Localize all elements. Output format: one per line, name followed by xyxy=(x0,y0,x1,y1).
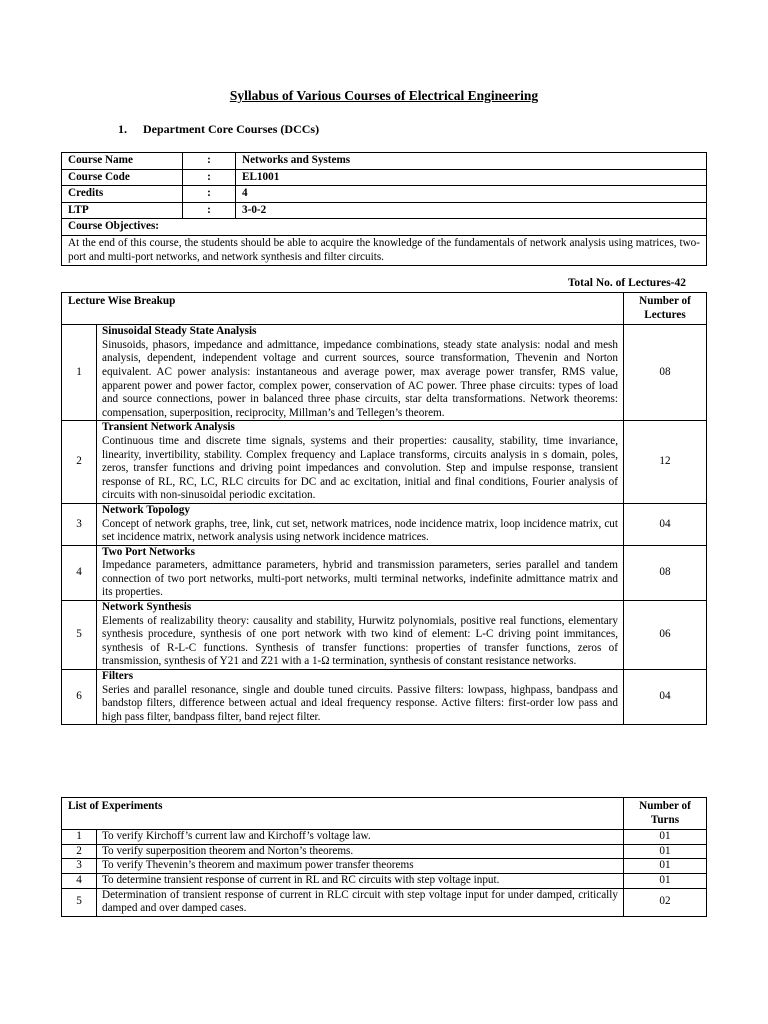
lecture-index: 4 xyxy=(62,545,97,600)
lecture-topic xyxy=(97,670,624,725)
lecture-row xyxy=(62,545,707,600)
info-key: LTP xyxy=(62,202,183,219)
topic-title: Network Synthesis xyxy=(102,601,192,614)
section-number: 1. xyxy=(118,122,127,136)
section-label: Department Core Courses (DCCs) xyxy=(143,122,320,136)
experiment-turns: 01 xyxy=(624,859,707,874)
experiment-row xyxy=(62,873,707,888)
topic-title: Two Port Networks xyxy=(102,545,196,558)
course-info-row xyxy=(62,202,707,219)
lecture-count: 04 xyxy=(624,670,707,725)
lecture-topic xyxy=(97,421,624,504)
lecture-topic xyxy=(97,545,624,600)
total-lectures: Total No. of Lectures-42 xyxy=(567,277,686,289)
experiment-turns: 01 xyxy=(624,844,707,859)
topic-body: Series and parallel resonance, single and double tuned circuits. Passive filters: lowpass, highpass, bandpass and bandstop filters, difference between actual and ideal frequency response. Active filters: first-order low pass and high pass filter, bandpass filter, band reject filter. xyxy=(102,683,618,723)
experiment-row xyxy=(62,859,707,874)
experiments-header-left: List of Experiments xyxy=(62,798,624,830)
lecture-row xyxy=(62,670,707,725)
lecture-row xyxy=(62,601,707,670)
experiment-index: 3 xyxy=(62,859,97,874)
experiment-index: 1 xyxy=(62,830,97,845)
info-value: Networks and Systems xyxy=(236,153,707,170)
course-info-row xyxy=(62,169,707,186)
lecture-count: 04 xyxy=(624,503,707,545)
objectives-heading-row xyxy=(62,219,707,236)
experiment-turns: 01 xyxy=(624,830,707,845)
objectives-text: At the end of this course, the students should be able to acquire the knowledge of the fundamentals of network analysis using matrices, two-port and multi-port networks, and network synthesis and filter circuits. xyxy=(62,235,707,265)
section-heading xyxy=(118,122,319,137)
experiment-text: To verify superposition theorem and Norton’s theorems. xyxy=(97,844,624,859)
experiment-text: To verify Thevenin’s theorem and maximum power transfer theorems xyxy=(97,859,624,874)
lecture-breakup-table xyxy=(61,292,707,725)
objectives-heading: Course Objectives: xyxy=(62,219,707,236)
topic-body: Sinusoids, phasors, impedance and admittance, impedance combinations, steady state analysis: nodal and mesh analysis, dependent, independent voltage and current sources, source transformation, Thevenin and Norton equivalent. AC power analysis: instantaneous and average power, max average power transfer, RMS value, apparent power and power factor, complex power, conservation of AC power. Three phase circuits: types of load and source connections, power in balanced three phase circuits, star delta transformations. Network theorems: compensation, superposition, reciprocity, Millman’s and Tellegen’s theorem. xyxy=(102,338,618,419)
lecture-header-row xyxy=(62,293,707,325)
topic-title: Filters xyxy=(102,670,134,683)
lecture-topic xyxy=(97,601,624,670)
experiment-text: To verify Kirchoff’s current law and Kirchoff’s voltage law. xyxy=(97,830,624,845)
info-key: Credits xyxy=(62,186,183,203)
info-sep: : xyxy=(183,153,236,170)
course-info-table xyxy=(61,152,707,266)
info-value: EL1001 xyxy=(236,169,707,186)
topic-title: Sinusoidal Steady State Analysis xyxy=(102,325,257,338)
experiment-row xyxy=(62,844,707,859)
topic-body: Impedance parameters, admittance parameters, hybrid and transmission parameters, series parallel and tandem connection of two port networks, multi-port networks, multi terminal networks, indefinite admittance matrix and its properties. xyxy=(102,559,618,599)
experiment-index: 5 xyxy=(62,888,97,916)
lecture-row xyxy=(62,325,707,421)
info-sep: : xyxy=(183,186,236,203)
lecture-header-left: Lecture Wise Breakup xyxy=(62,293,624,325)
topic-body: Continuous time and discrete time signals, systems and their properties: causality, stability, time invariance, linearity, invertibility, stability. Complex frequency and Laplace transforms, circuits analysis in s domain, poles, zeros, transfer functions and driving point impedances and convolution. Step and impulse response, transient response of RL, RC, LC, RLC circuits for DC and ac excitation, initial and final conditions, Fourier analysis of circuits with non-sinusoidal periodic excitation. xyxy=(102,434,618,502)
lecture-topic xyxy=(97,503,624,545)
objectives-text-row xyxy=(62,235,707,265)
lecture-count: 08 xyxy=(624,545,707,600)
lecture-count: 12 xyxy=(624,421,707,504)
lecture-count: 08 xyxy=(624,325,707,421)
experiments-header-right: Number of Turns xyxy=(624,798,707,830)
experiment-row xyxy=(62,888,707,916)
lecture-header-right: Number of Lectures xyxy=(624,293,707,325)
course-info-row xyxy=(62,153,707,170)
info-key: Course Name xyxy=(62,153,183,170)
experiment-turns: 02 xyxy=(624,888,707,916)
lecture-count: 06 xyxy=(624,601,707,670)
experiment-row xyxy=(62,830,707,845)
lecture-index: 6 xyxy=(62,670,97,725)
topic-title: Network Topology xyxy=(102,503,190,516)
experiment-text: To determine transient response of current in RL and RC circuits with step voltage input. xyxy=(97,873,624,888)
lecture-row xyxy=(62,421,707,504)
lecture-topic xyxy=(97,325,624,421)
experiment-index: 2 xyxy=(62,844,97,859)
lecture-index: 3 xyxy=(62,503,97,545)
experiment-text: Determination of transient response of current in RLC circuit with step voltage input for under damped, critically damped and over damped cases. xyxy=(97,888,624,916)
lecture-index: 5 xyxy=(62,601,97,670)
lecture-row xyxy=(62,503,707,545)
info-sep: : xyxy=(183,169,236,186)
topic-body: Elements of realizability theory: causality and stability, Hurwitz polynomials, positive real functions, elementary synthesis procedure, synthesis of one port network with two kind of element: L-C driving point immitances, synthesis of R-L-C functions. Synthesis of transfer functions: properties of transfer functions, zeros of transmission, synthesis of Y21 and Z21 with a 1-Ω termination, synthesis of constant resistance networks. xyxy=(102,614,618,668)
info-value: 4 xyxy=(236,186,707,203)
info-key: Course Code xyxy=(62,169,183,186)
course-info-row xyxy=(62,186,707,203)
lecture-index: 1 xyxy=(62,325,97,421)
topic-title: Transient Network Analysis xyxy=(102,421,235,434)
info-value: 3-0-2 xyxy=(236,202,707,219)
experiment-turns: 01 xyxy=(624,873,707,888)
page-title: Syllabus of Various Courses of Electrical Engineering xyxy=(229,88,539,103)
experiments-header-row xyxy=(62,798,707,830)
experiments-table xyxy=(61,797,707,917)
lecture-index: 2 xyxy=(62,421,97,504)
topic-body: Concept of network graphs, tree, link, cut set, network matrices, node incidence matrix, loop incidence matrix, cut set incidence matrix, network analysis using network incidence matrices. xyxy=(102,517,618,544)
info-sep: : xyxy=(183,202,236,219)
experiment-index: 4 xyxy=(62,873,97,888)
